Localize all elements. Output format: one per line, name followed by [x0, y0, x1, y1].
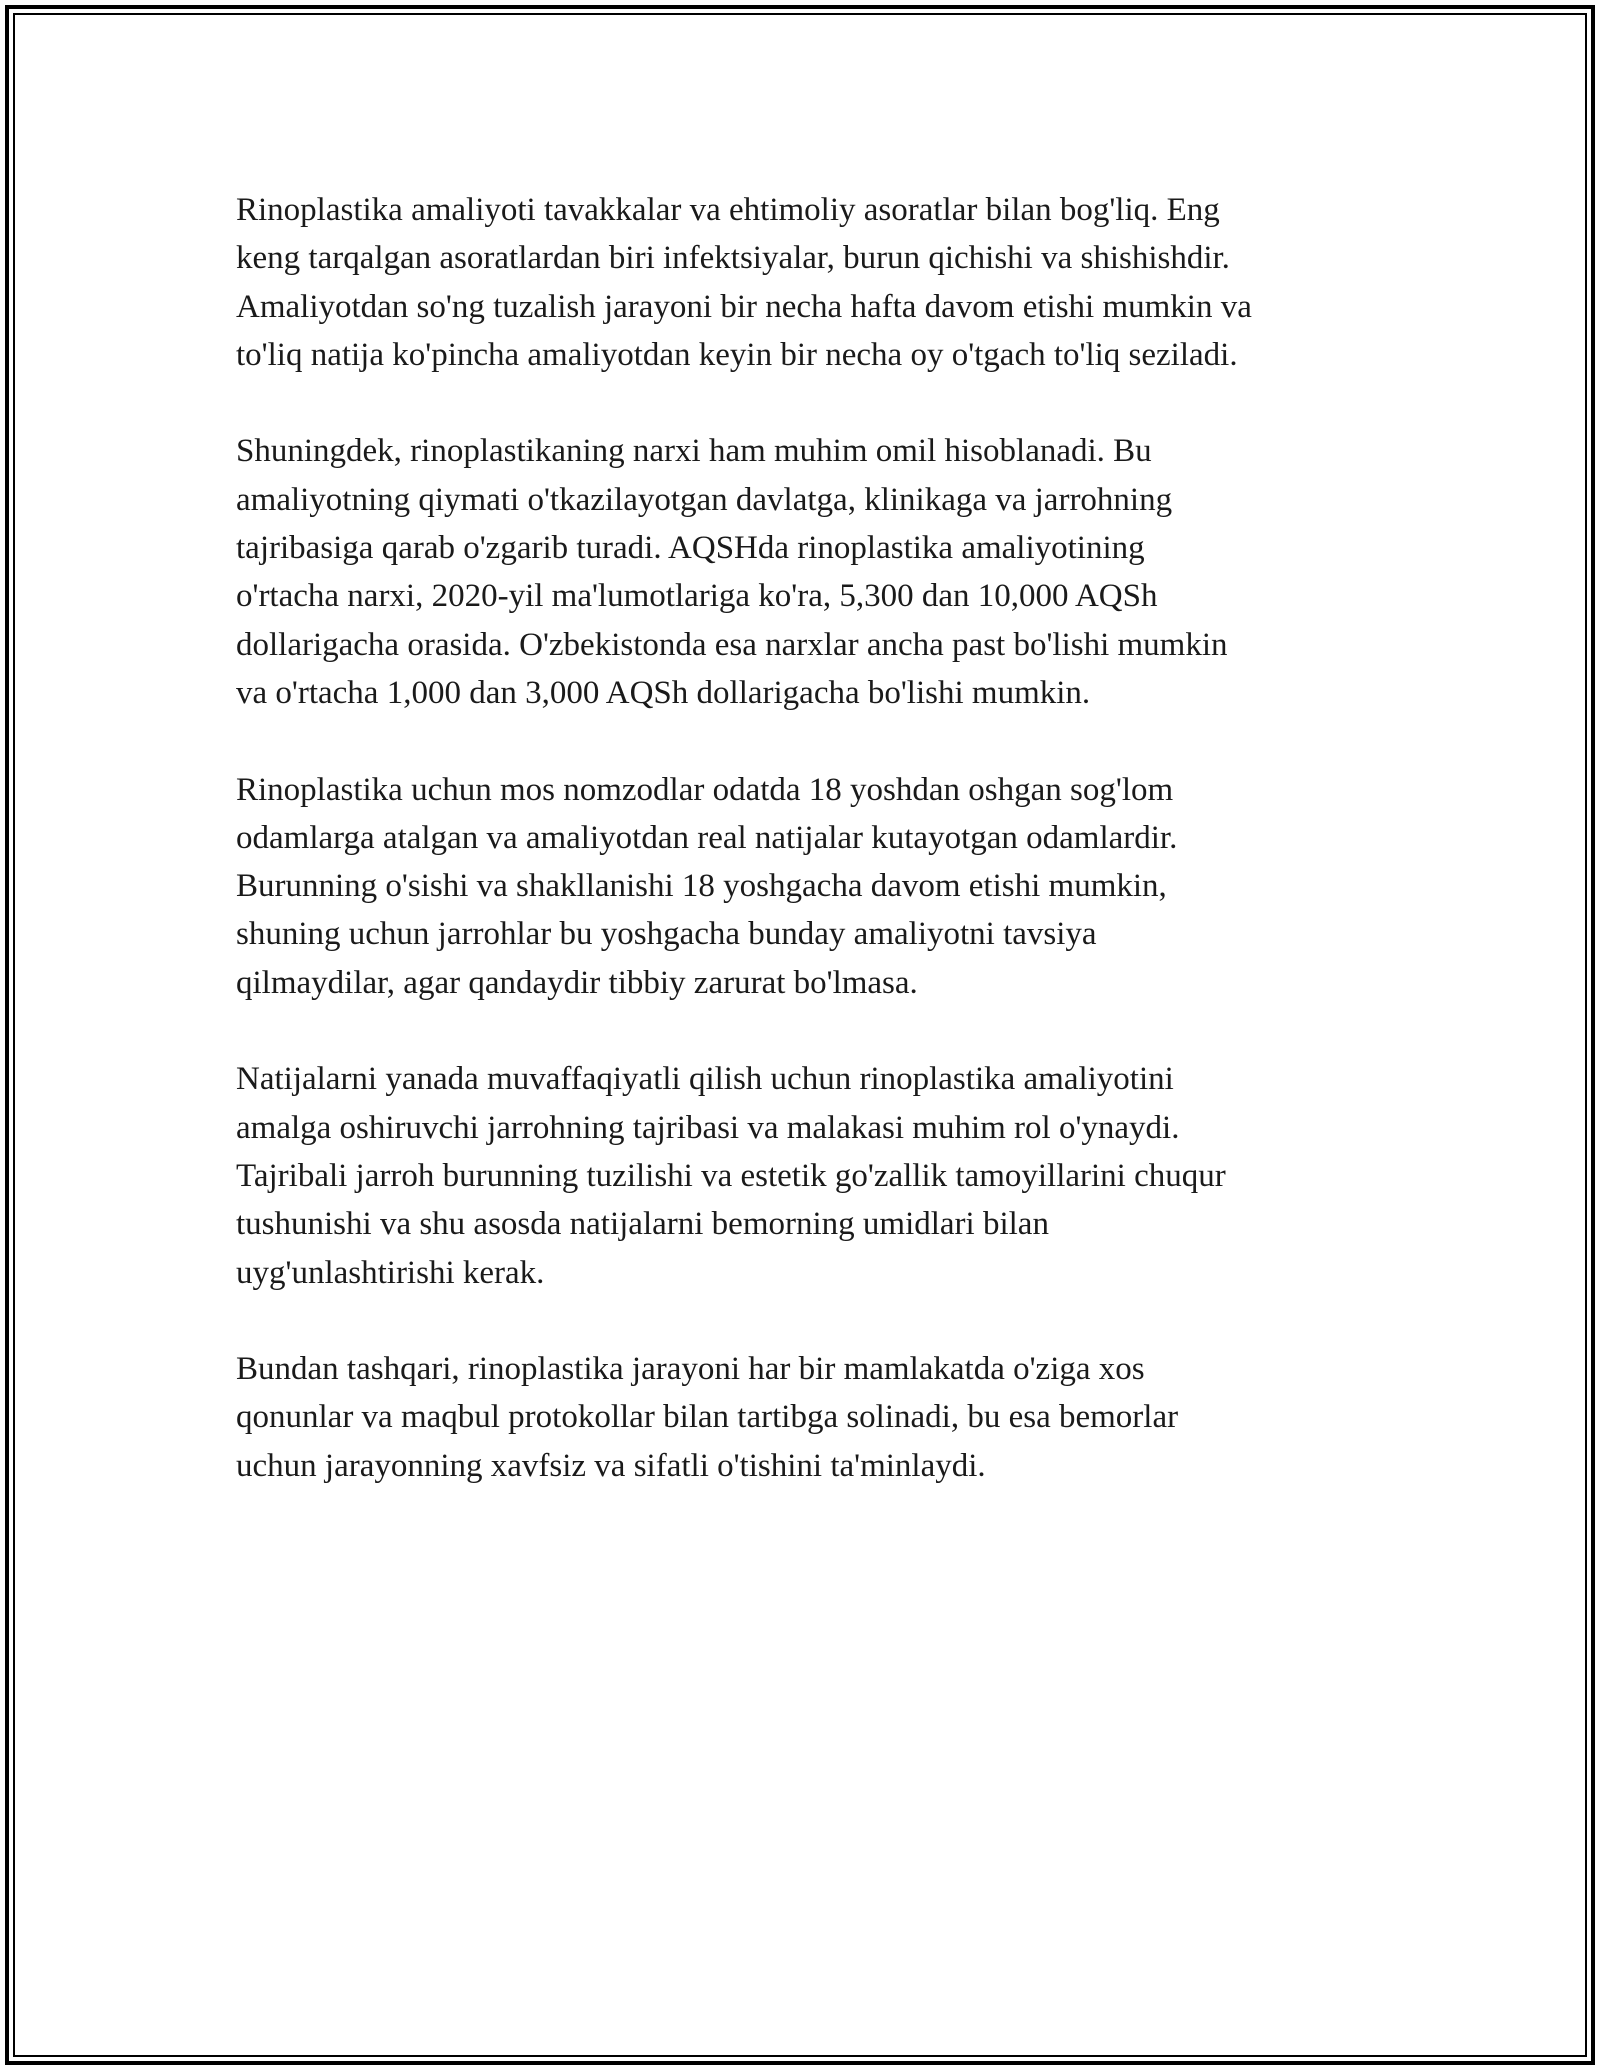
text-line: shuning uchun jarrohlar bu yoshgacha bunday amaliyotni tavsiya [236, 916, 1097, 953]
text-line: dollarigacha orasida. O'zbekistonda esa narxlar ancha past bo'lishi mumkin [236, 626, 1228, 663]
text-line: tushunishi va shu asosda natijalarni bemorning umidlari bilan [236, 1206, 1049, 1243]
text-line: amaliyotning qiymati o'tkazilayotgan davlatga, klinikaga va jarrohning [236, 481, 1173, 518]
paragraph-complications [236, 186, 1386, 379]
text-line: amalga oshiruvchi jarrohning tajribasi va malakasi muhim rol o'ynaydi. [236, 1109, 1180, 1146]
text-line: Amaliyotdan so'ng tuzalish jarayoni bir necha hafta davom etishi mumkin va [236, 288, 1252, 325]
text-line: uchun jarayonning xavfsiz va sifatli o'tishini ta'minlaydi. [236, 1447, 986, 1484]
text-line: o'rtacha narxi, 2020-yil ma'lumotlariga ko'ra, 5,300 dan 10,000 AQSh [236, 578, 1158, 615]
paragraph-candidates [236, 766, 1386, 1007]
text-line: Tajribali jarroh burunning tuzilishi va estetik go'zallik tamoyillarini chuqur [236, 1157, 1226, 1194]
text-line: Bundan tashqari, rinoplastika jarayoni har bir mamlakatda o'ziga xos [236, 1351, 1145, 1388]
text-line: Rinoplastika uchun mos nomzodlar odatda 18 yoshdan oshgan sog'lom [236, 771, 1174, 808]
text-line: qilmaydilar, agar qandaydir tibbiy zarurat bo'lmasa. [236, 964, 918, 1001]
text-line: Natijalarni yanada muvaffaqiyatli qilish uchun rinoplastika amaliyotini [236, 1061, 1174, 1098]
text-line: uyg'unlashtirishi kerak. [236, 1254, 545, 1291]
paragraph-surgeon-experience [236, 1055, 1386, 1296]
text-line: to'liq natija ko'pincha amaliyotdan keyin bir necha oy o'tgach to'liq seziladi. [236, 336, 1238, 373]
text-line: keng tarqalgan asoratlardan biri infektsiyalar, burun qichishi va shishishdir. [236, 240, 1230, 277]
text-line: odamlarga atalgan va amaliyotdan real natijalar kutayotgan odamlardir. [236, 819, 1178, 856]
text-line: qonunlar va maqbul protokollar bilan tartibga solinadi, bu esa bemorlar [236, 1399, 1179, 1436]
text-line: va o'rtacha 1,000 dan 3,000 AQSh dollarigacha bo'lishi mumkin. [236, 674, 1091, 711]
document-body [236, 186, 1386, 1538]
text-line: Shuningdek, rinoplastikaning narxi ham muhim omil hisoblanadi. Bu [236, 433, 1152, 470]
paragraph-cost [236, 427, 1386, 717]
text-line: tajribasiga qarab o'zgarib turadi. AQSHda rinoplastika amaliyotining [236, 530, 1145, 567]
text-line: Rinoplastika amaliyoti tavakkalar va ehtimoliy asoratlar bilan bog'liq. Eng [236, 192, 1220, 228]
text-line: Burunning o'sishi va shakllanishi 18 yoshgacha davom etishi mumkin, [236, 868, 1167, 905]
paragraph-regulation [236, 1345, 1386, 1490]
